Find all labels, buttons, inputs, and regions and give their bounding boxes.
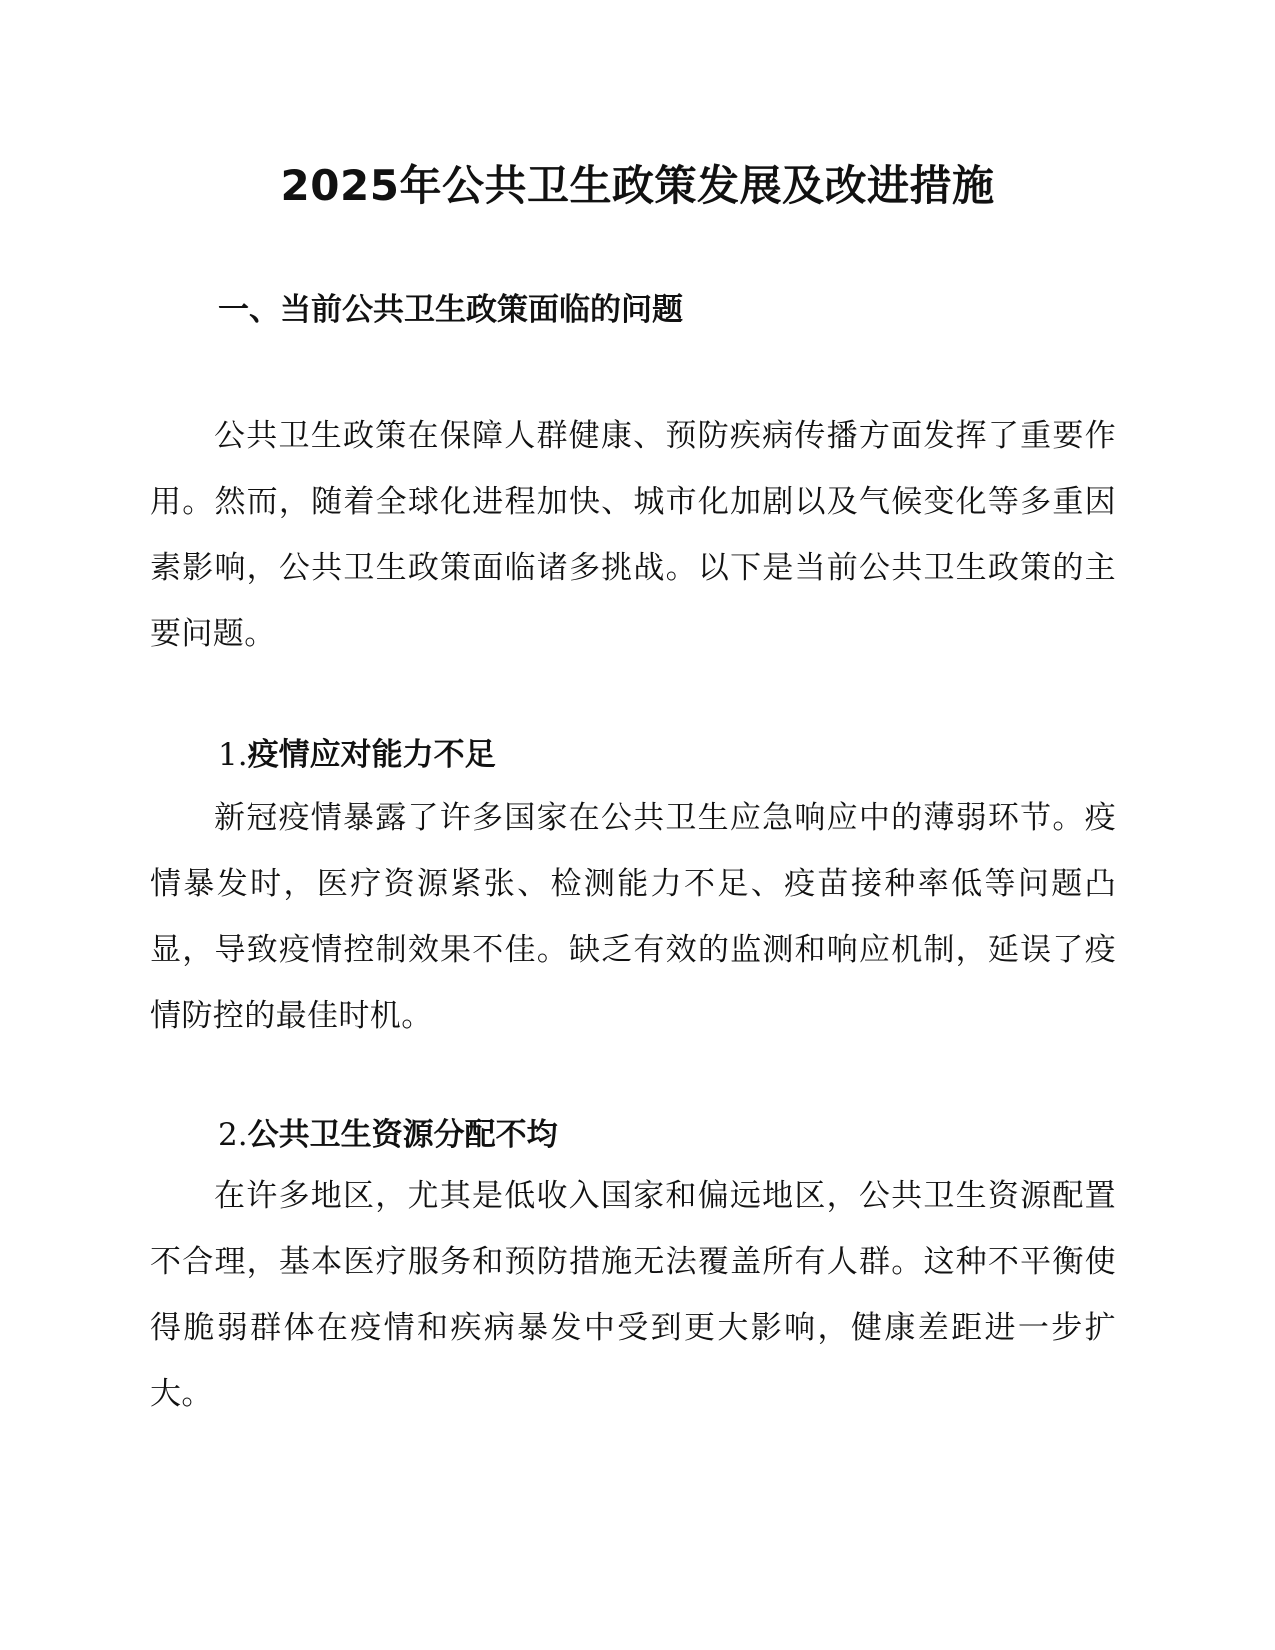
item-heading-1: [218, 730, 496, 780]
document-title: 2025年公共卫生政策发展及改进措施: [280, 161, 995, 210]
item-body-1: 新冠疫情暴露了许多国家在公共卫生应急响应中的薄弱环节。疫情暴发时，医疗资源紧张、检测能力不足、疫苗接种率低等问题凸显，导致疫情控制效果不佳。缺乏有效的监测和响应机制，延误了疫情防控的最佳时机。: [150, 800, 1116, 1034]
item-body-2: 在许多地区，尤其是低收入国家和偏远地区，公共卫生资源配置不合理，基本医疗服务和预防措施无法覆盖所有人群。这种不平衡使得脆弱群体在疫情和疾病暴发中受到更大影响，健康差距进一步扩大。: [150, 1178, 1116, 1412]
item-title-2: 公共卫生资源分配不均: [247, 1117, 558, 1153]
item-number-1: 1.: [218, 737, 248, 773]
item-number-2: 2.: [218, 1117, 248, 1153]
intro-paragraph: 公共卫生政策在保障人群健康、预防疾病传播方面发挥了重要作用。然而，随着全球化进程加快、城市化加剧以及气候变化等多重因素影响，公共卫生政策面临诸多挑战。以下是当前公共卫生政策的主要问题。: [150, 418, 1116, 652]
section-heading: 一、当前公共卫生政策面临的问题: [218, 292, 683, 328]
item-heading-2: [218, 1110, 558, 1160]
item-title-1: 疫情应对能力不足: [247, 737, 496, 773]
